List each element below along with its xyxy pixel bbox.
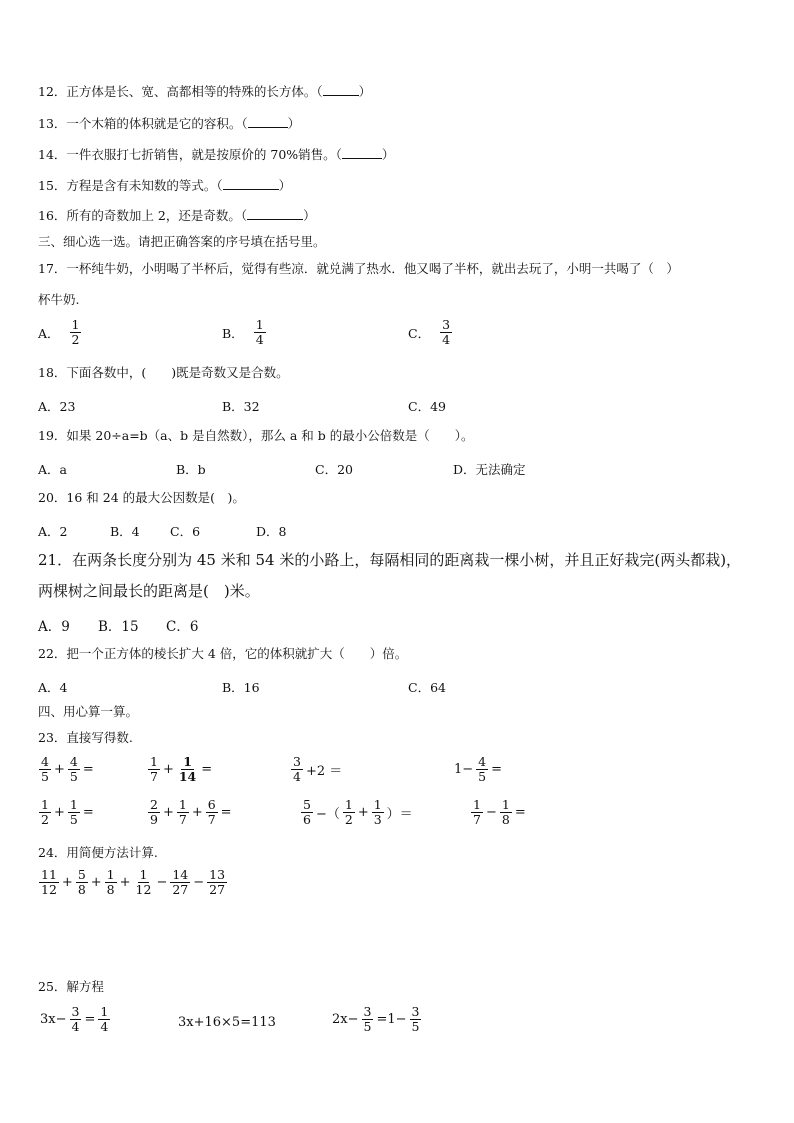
answer-blank[interactable]: [223, 178, 279, 190]
numerator: 3: [411, 1004, 420, 1019]
calc-r2c3: [300, 798, 415, 827]
q22-option-b[interactable]: B．16: [222, 680, 260, 695]
answer-blank[interactable]: [323, 84, 359, 96]
fraction: [410, 1005, 422, 1034]
question-12-text: 12．正方体是长、宽、高都相等的特殊的长方体。（: [38, 84, 323, 99]
fraction: [148, 755, 160, 784]
fraction: [177, 798, 189, 827]
q18-option-a[interactable]: A．23: [38, 399, 76, 414]
operator: +: [53, 805, 65, 820]
q20-option-a[interactable]: A．2: [38, 524, 68, 539]
calc-r2c4: [470, 798, 528, 827]
fraction: [39, 755, 51, 784]
fraction: [68, 755, 80, 784]
question-17-continuation: 杯牛奶.: [38, 292, 80, 307]
fraction: [148, 798, 160, 827]
denominator: 5: [69, 812, 78, 827]
denominator: 8: [501, 812, 510, 827]
fraction: [170, 868, 190, 897]
option-label: B．: [222, 325, 244, 341]
answer-blank[interactable]: [248, 116, 288, 128]
operator: +: [61, 875, 73, 890]
denominator: 7: [178, 812, 187, 827]
denominator: 5: [478, 769, 487, 784]
question-16-text: 16．所有的奇数加上 2，还是奇数。（: [38, 208, 248, 223]
paren-close: ）: [287, 116, 301, 131]
calc-r1c2: [147, 755, 214, 784]
operator: +: [119, 875, 131, 890]
equation-2: 3x+16×5=113: [178, 1015, 276, 1030]
numerator: 1: [178, 797, 187, 812]
q20-option-b[interactable]: B．4: [110, 524, 140, 539]
fraction: [207, 868, 227, 897]
numerator: 2: [150, 797, 158, 812]
fraction: [70, 318, 82, 347]
operator: +: [162, 762, 174, 777]
denominator: 7: [150, 769, 158, 784]
numerator: 1: [150, 754, 158, 769]
option-label: A．: [38, 325, 60, 341]
denominator: 27: [172, 882, 189, 897]
equals-sign: =: [84, 1012, 96, 1027]
equals-sign: =: [82, 805, 94, 820]
numerator: 4: [478, 754, 487, 769]
denominator: 27: [209, 882, 226, 897]
operator: −: [156, 875, 168, 890]
numerator: 6: [207, 797, 216, 812]
calc-r1c3: [290, 755, 344, 784]
equation-1: [38, 1005, 111, 1034]
fraction: [68, 798, 80, 827]
q19-option-d[interactable]: D．无法确定: [453, 462, 526, 477]
denominator: 14: [178, 769, 197, 784]
equation-text: 2x−: [332, 1012, 359, 1027]
answer-blank[interactable]: [342, 147, 382, 159]
fraction: [105, 868, 117, 897]
denominator: 6: [303, 812, 311, 827]
q18-option-b[interactable]: B．32: [222, 399, 260, 414]
numerator: 1: [255, 317, 264, 332]
q20-option-d[interactable]: D．8: [256, 524, 287, 539]
numerator: 3: [71, 1004, 80, 1019]
question-21-line-1: 21．在两条长度分别为 45 米和 54 米的小路上，每隔相同的距离栽一棵小树，并且正好栽完(两头都栽)，: [38, 551, 742, 569]
denominator: 7: [207, 812, 216, 827]
calc-r1c1: [38, 755, 96, 784]
denominator: 4: [255, 332, 264, 347]
question-17: 17．一杯纯牛奶，小明喝了半杯后，觉得有些凉．就兑满了热水．他又喝了半杯，就出去玩了，小明一共喝了（ ）: [38, 261, 679, 276]
denominator: 2: [71, 332, 80, 347]
denominator: 4: [71, 1019, 80, 1034]
fraction: [476, 755, 488, 784]
operator: −（: [315, 807, 340, 822]
fraction: [372, 798, 384, 827]
answer-blank[interactable]: [247, 208, 303, 220]
fraction: [206, 798, 218, 827]
denominator: 12: [41, 882, 57, 897]
equals-sign: =: [82, 762, 94, 777]
numerator: 4: [69, 754, 78, 769]
fraction: [98, 1005, 110, 1034]
numerator: 1: [41, 797, 49, 812]
calc-r2c2: [147, 798, 234, 827]
expression-tail: ）＝: [386, 807, 413, 822]
question-18: 18．下面各数中，( )既是奇数又是合数。: [38, 365, 289, 380]
fraction: [177, 755, 198, 784]
q21-option-a[interactable]: A．9: [38, 619, 70, 635]
calc-r1c4: [452, 755, 504, 784]
equation-text: =1−: [376, 1012, 407, 1027]
numerator: 1: [501, 797, 510, 812]
numerator: 1: [373, 797, 382, 812]
operator: −: [485, 805, 497, 820]
fraction: [254, 318, 266, 347]
denominator: 8: [77, 882, 86, 897]
equation-text: 3x−: [40, 1012, 67, 1027]
question-14-text: 14．一件衣服打七折销售，就是按原价的 70%销售。（: [38, 147, 342, 162]
equals-sign: =: [220, 805, 232, 820]
question-13-text: 13．一个木箱的体积就是它的容积。（: [38, 116, 248, 131]
operator: +: [191, 805, 203, 820]
equals-sign: =: [514, 805, 526, 820]
denominator: 3: [373, 812, 382, 827]
q22-option-c[interactable]: C．64: [408, 680, 446, 695]
denominator: 7: [473, 812, 481, 827]
q22-option-a[interactable]: A．4: [38, 680, 68, 695]
numerator: 5: [77, 867, 86, 882]
fraction: [362, 1005, 374, 1034]
fraction: [291, 755, 303, 784]
q19-option-b[interactable]: B．b: [176, 462, 206, 477]
q18-option-c[interactable]: C．49: [408, 399, 446, 414]
q20-option-c[interactable]: C．6: [170, 524, 201, 539]
denominator: 5: [41, 769, 49, 784]
section-3-heading: 三、细心选一选。请把正确答案的序号填在括号里。: [38, 234, 326, 249]
question-13: [38, 116, 300, 131]
option-label: C．: [408, 325, 431, 341]
denominator: 4: [442, 332, 451, 347]
question-15: [38, 178, 291, 193]
numerator: 1: [183, 754, 192, 769]
fraction: [471, 798, 483, 827]
numerator: 14: [172, 867, 189, 882]
section-4-heading: 四、用心算一算。: [38, 704, 139, 719]
operator: +: [90, 875, 102, 890]
denominator: 5: [363, 1019, 372, 1034]
q17-option-c[interactable]: [408, 318, 453, 347]
numerator: 11: [41, 867, 57, 882]
paren-close: ）: [381, 147, 395, 162]
question-15-text: 15．方程是含有未知数的等式。（: [38, 178, 223, 193]
numerator: 1: [473, 797, 481, 812]
fraction: [440, 318, 452, 347]
fraction: [76, 868, 88, 897]
operator: +: [162, 805, 174, 820]
numerator: 1: [69, 797, 78, 812]
numerator: 1: [106, 867, 115, 882]
question-22: 22．把一个正方体的棱长扩大 4 倍，它的体积就扩大（ ）倍。: [38, 646, 408, 661]
question-12: [38, 84, 371, 99]
fraction: [134, 868, 154, 897]
fraction: [500, 798, 512, 827]
q24-expression: [38, 868, 228, 897]
numerator: 1: [139, 867, 148, 882]
operator: +: [357, 805, 369, 820]
question-16: [38, 208, 316, 223]
denominator: 4: [293, 769, 301, 784]
question-23: 23．直接写得数.: [38, 730, 133, 745]
fraction: [301, 798, 313, 827]
q21-option-b[interactable]: B．15: [98, 619, 139, 635]
question-14: [38, 147, 394, 162]
q19-option-c[interactable]: C．20: [315, 462, 353, 477]
numerator: 1: [100, 1004, 109, 1019]
operator: +: [53, 762, 65, 777]
numerator: 13: [209, 867, 226, 882]
q17-option-b[interactable]: [222, 318, 267, 347]
numerator: 1: [71, 317, 80, 332]
numerator: 1: [344, 797, 353, 812]
question-20: 20．16 和 24 的最大公因数是( )。: [38, 490, 245, 505]
question-19: 19．如果 20÷a=b（a、b 是自然数），那么 a 和 b 的最小公倍数是（ ）。: [38, 428, 474, 443]
denominator: 5: [69, 769, 78, 784]
q19-option-a[interactable]: A．a: [38, 462, 67, 477]
denominator: 9: [150, 812, 158, 827]
equals-sign: =: [491, 762, 503, 777]
paren-close: ）: [358, 84, 372, 99]
q17-option-a[interactable]: [38, 318, 82, 347]
numerator: 3: [442, 317, 451, 332]
fraction: [39, 798, 51, 827]
calc-r2c1: [38, 798, 96, 827]
denominator: 5: [411, 1019, 420, 1034]
operator: −: [193, 875, 205, 890]
denominator: 2: [41, 812, 49, 827]
denominator: 4: [100, 1019, 109, 1034]
question-25: 25．解方程: [38, 979, 104, 994]
fraction: [39, 868, 59, 897]
q21-option-c[interactable]: C．6: [166, 619, 199, 635]
expression-tail: +2 ＝: [305, 764, 343, 779]
fraction: [343, 798, 355, 827]
denominator: 2: [344, 812, 353, 827]
question-24: 24．用简便方法计算.: [38, 845, 158, 860]
denominator: 8: [106, 882, 115, 897]
numerator: 4: [41, 754, 49, 769]
paren-close: ）: [303, 208, 316, 223]
denominator: 12: [135, 882, 152, 897]
equation-3: [330, 1005, 422, 1034]
numerator: 5: [303, 797, 311, 812]
paren-close: ）: [278, 178, 292, 193]
numerator: 3: [293, 754, 301, 769]
equals-sign: =: [201, 762, 213, 777]
numerator: 3: [363, 1004, 372, 1019]
question-21-line-2: 两棵树之间最长的距离是( )米。: [38, 582, 260, 600]
expression-lead: 1−: [454, 762, 474, 777]
fraction: [70, 1005, 82, 1034]
